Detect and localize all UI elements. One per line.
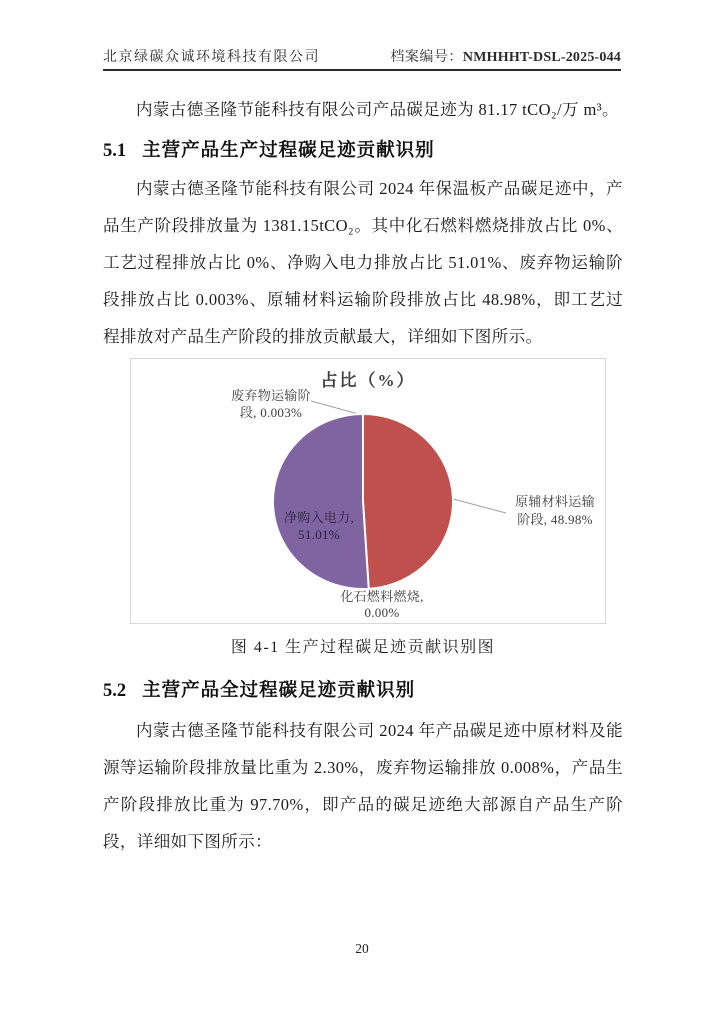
section-title: 主营产品全过程碳足迹贡献识别 [142,681,416,701]
section-title: 主营产品生产过程碳足迹贡献识别 [142,141,435,161]
header-doc-number [390,46,621,66]
page-number: 20 [355,941,369,956]
section-5-1-heading [103,136,623,162]
leader-line-materials [453,499,506,513]
pie-chart [273,414,453,589]
label-fossil-fuel: 化石燃料燃烧, 0.00% [340,589,424,620]
label-purchased-electricity: 净购入电力, 51.01% [283,510,355,542]
pie-svg [131,359,605,623]
chart-title: 占比（%） [320,371,416,390]
intro-paragraph: 内蒙古德圣隆节能科技有限公司产品碳足迹为 81.17 tCO₂/万 m³。 [136,100,619,119]
section-number: 5.1 [103,141,127,161]
pie-slice [273,414,369,589]
header-rule [103,69,621,71]
doc-number-value: NMHHHT-DSL-2025-044 [462,50,621,65]
figure-caption: 图 4-1 生产过程碳足迹贡献识别图 [230,639,496,656]
section-5-2-body: 内蒙古德圣隆节能科技有限公司 2024 年产品碳足迹中原材料及能源等运输阶段排放量比重为 2.30%，废弃物运输排放 0.008%，产品生产阶段排放比重为 97.70%，即产品的碳足迹绝大部源自产品生产阶段，详细如下图所示： [103,721,623,851]
figure-box [130,358,606,624]
doc-number-label: 档案编号： [390,50,463,65]
section-5-1-body: 内蒙古德圣隆节能科技有限公司 2024 年保温板产品碳足迹中，产品生产阶段排放量为 1381.15tCO₂。其中化石燃料燃烧排放占比 0%、工艺过程排放占比 0%、净购入电力排放占比 51.01%、废弃物运输阶段排放占比 0.003%、原辅材料运输阶段排放占比 48.98%，即工艺过程排放对产品生产阶段的排放贡献最大，详细如下图所示。 [103,179,623,346]
header-company-name: 北京绿碳众诚环境科技有限公司 [103,50,320,65]
pie-slice [363,414,453,589]
label-raw-materials-transport: 原辅材料运输 阶段, 48.98% [515,494,595,527]
section-number: 5.2 [103,681,127,701]
section-5-2-heading [103,676,623,702]
label-waste-transport: 废弃物运输阶 段, 0.003% [231,388,311,420]
